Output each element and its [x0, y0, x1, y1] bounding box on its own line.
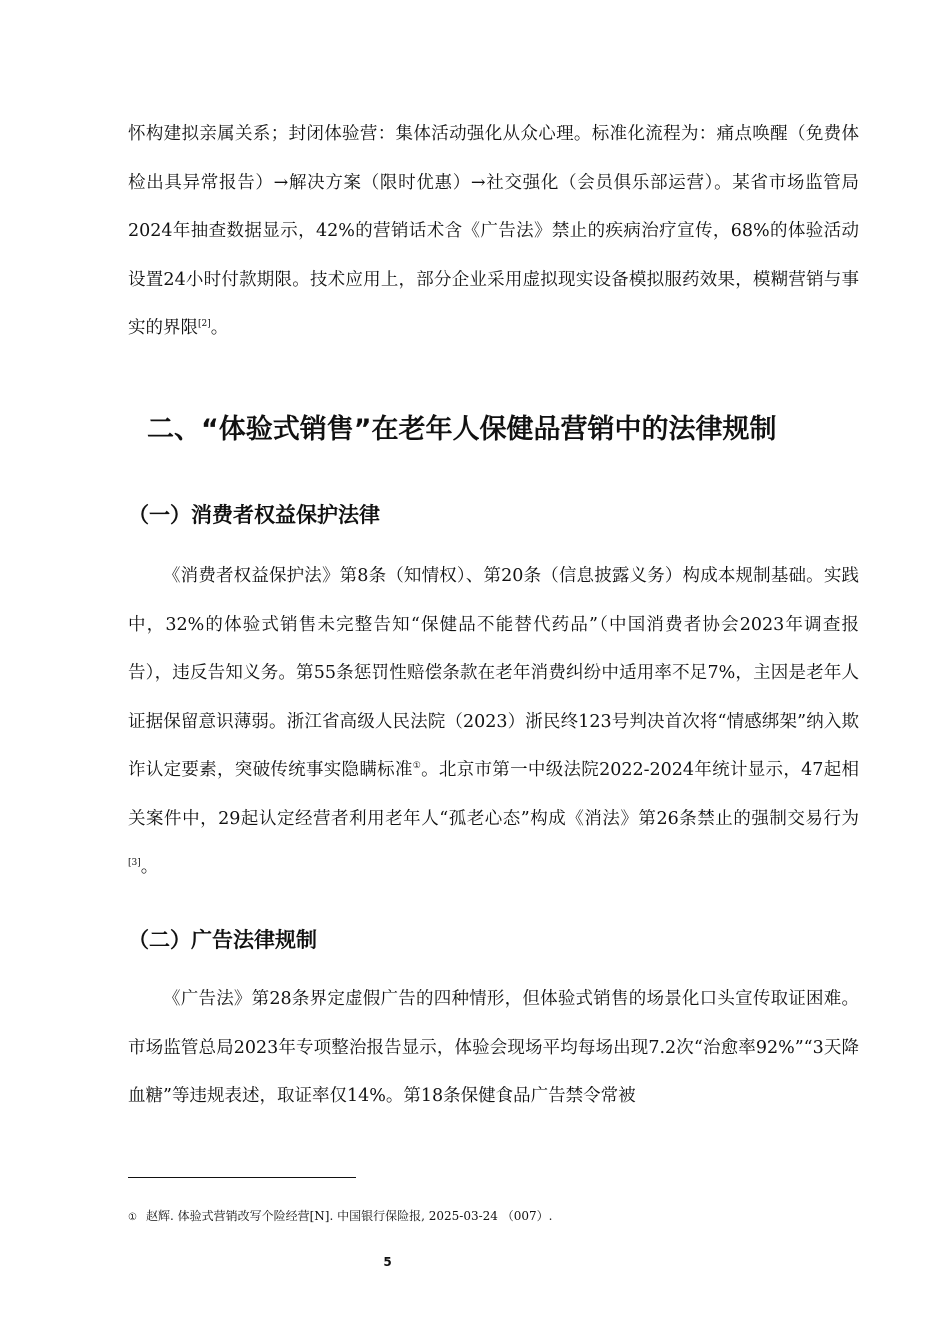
footnote-text: 赵辉. 体验式营销改写个险经营[N]. 中国银行保险报, 2025-03-24 （007）. — [145, 1209, 553, 1223]
citation-ref-2: [2] — [198, 319, 211, 330]
paragraph-2-text-b: 。北京市第一中级法院2022-2024年统计显示，47起相关案件中，29起认定经营者利用老年人“孤老心态”构成《消法》第26条禁止的强制交易行为 — [128, 760, 860, 829]
paragraph-2-text-a: 《消费者权益保护法》第8条（知情权）、第20条（信息披露义务）构成本规制基础。实践中，32%的体验式销售未完整告知“保健品不能替代药品”（中国消费者协会2023年调查报告），违反告知义务。第55条惩罚性赔偿条款在老年消费纠纷中适用率不足7%，主因是老年人证据保留意识薄弱。浙江省高级人民法院（2023）浙民终123号判决首次将“情感绑架”纳入欺诈认定要素，突破传统事实隐瞒标准 — [128, 566, 859, 780]
footnote-divider — [128, 1177, 356, 1178]
paragraph-1-text: 怀构建拟亲属关系；封闭体验营：集体活动强化从众心理。标准化流程为：痛点唤醒（免费体检出具异常报告）→解决方案（限时优惠）→社交强化（会员俱乐部运营）。某省市场监管局2024年抽查数据显示，42%的营销话术含《广告法》禁止的疾病治疗宣传，68%的体验活动设置24小时付款期限。技术应用上，部分企业采用虚拟现实设备模拟服药效果，模糊营销与事实的界限 — [128, 124, 859, 338]
subsection-heading-2: （二）广告法律规制 — [128, 928, 317, 952]
body-paragraph-1 — [128, 110, 859, 353]
footnote-marker: ① — [412, 761, 422, 772]
citation-ref-3: [3] — [128, 858, 141, 869]
body-paragraph-3: 《广告法》第28条界定虚假广告的四种情形，但体验式销售的场景化口头宣传取证困难。市场监管总局2023年专项整治报告显示，体验会现场平均每场出现7.2次“治愈率92%”“3天降血糖”等违规表述，取证率仅14%。第18条保健食品广告禁令常被 — [128, 989, 859, 1106]
footnote-mark: ① — [128, 1212, 137, 1223]
page-number: 5 — [383, 1255, 392, 1269]
paragraph-2-end: 。 — [140, 857, 159, 877]
paragraph-1-end: 。 — [210, 318, 229, 338]
body-paragraph-2 — [128, 552, 859, 892]
subsection-heading-1: （一）消费者权益保护法律 — [128, 503, 380, 527]
section-heading: 二、“体验式销售”在老年人保健品营销中的法律规制 — [147, 414, 777, 445]
footnote — [128, 1206, 859, 1228]
